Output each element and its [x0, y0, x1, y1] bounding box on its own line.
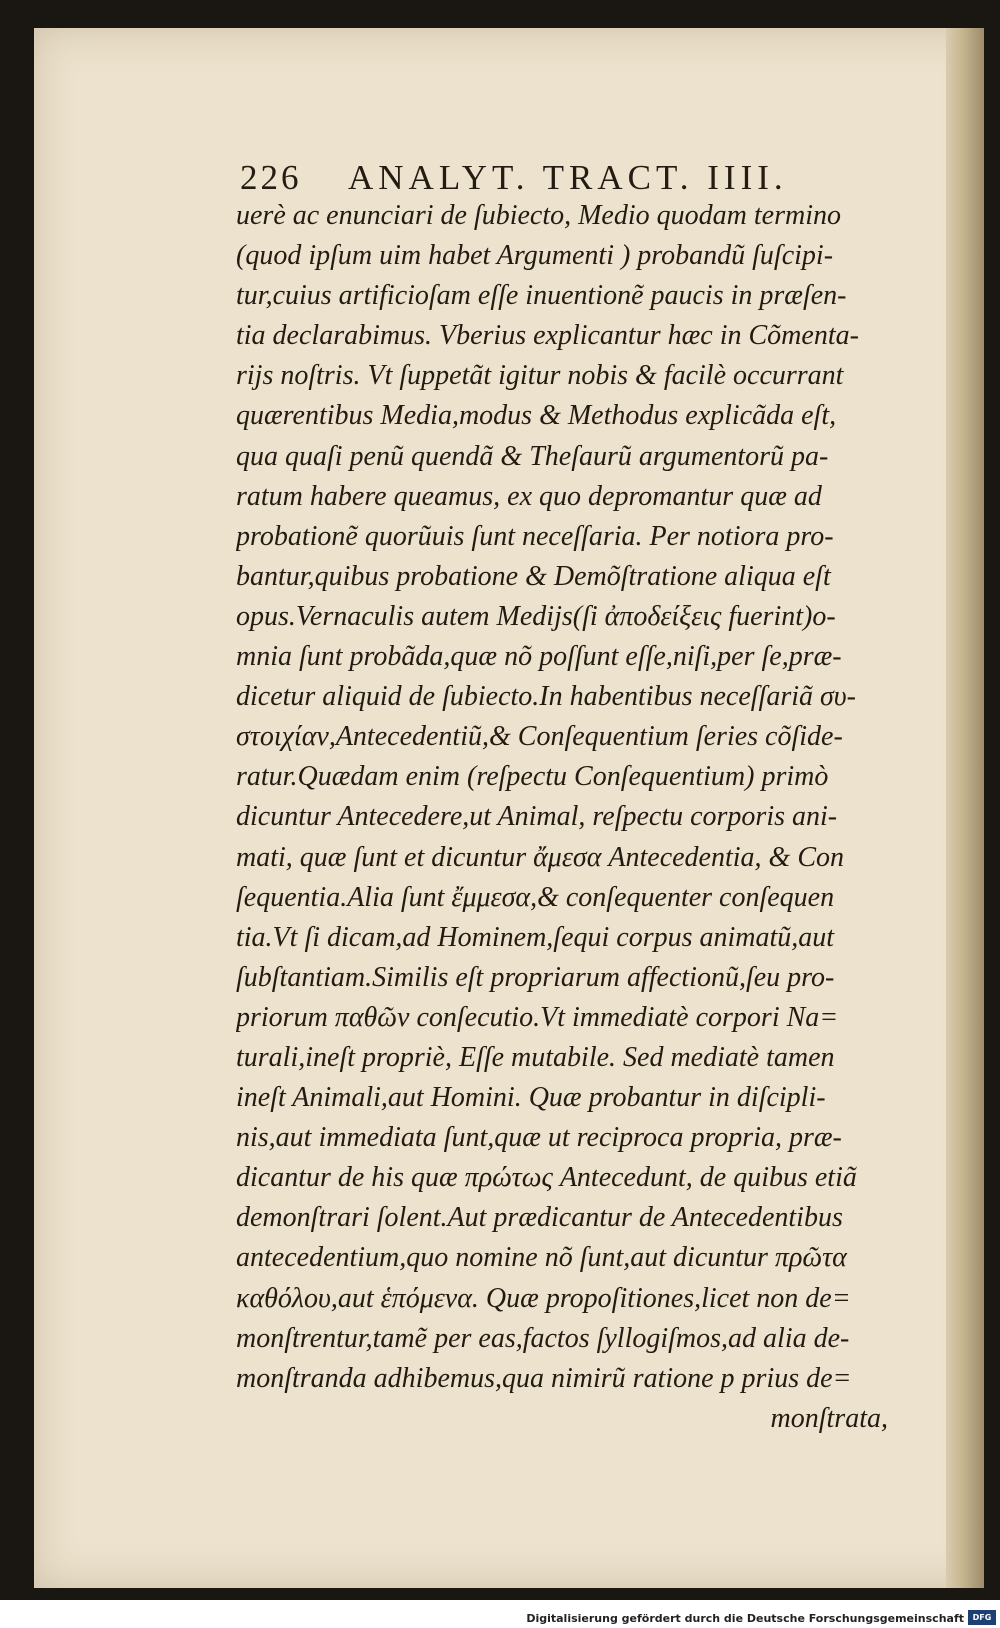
text-line: rijs noſtris. Vt ſuppetãt igitur nobis & facilè occurrant	[236, 360, 844, 392]
text-line: demonſtrari ſolent.Aut prædicantur de Antecedentibus	[236, 1202, 843, 1234]
text-line: bantur,quibus probatione & Demõſtratione aliqua eſt	[236, 560, 831, 592]
text-line: tia declarabimus. Vberius explicantur hæc in Cõmenta-	[236, 320, 859, 352]
dfg-logo: DFG	[968, 1610, 996, 1625]
text-line: ſequentia.Alia ſunt ἔμμεσα,& conſequenter conſequen	[236, 881, 835, 913]
digitization-credit: Digitalisierung gefördert durch die Deutsche Forschungsgemeinschaft	[526, 1612, 964, 1625]
text-line: dicuntur Antecedere,ut Animal, reſpectu corporis ani-	[236, 801, 838, 833]
text-line: mati, quæ ſunt et dicuntur ἄμεσα Antecedentia, & Con	[236, 841, 845, 873]
text-line: dicetur aliquid de ſubiecto.In habentibus neceſſariã συ-	[236, 681, 856, 713]
text-line: antecedentium,quo nomine nõ ſunt,aut dicuntur πρῶτα	[236, 1242, 847, 1274]
text-line: qua quaſi penũ quendã & Theſaurũ argumentorũ pa-	[236, 440, 829, 472]
text-line: monſtrentur,tamẽ per eas,factos ſyllogiſmos,ad alia de-	[236, 1322, 850, 1354]
text-line: καθόλου,aut ἑπόμενα. Quæ propoſitiones,licet non de=	[236, 1282, 851, 1314]
page-header	[240, 158, 890, 198]
text-line: ſubſtantiam.Similis eſt propriarum affectionũ,ſeu pro-	[236, 961, 835, 993]
text-line: priorum παθῶν conſecutio.Vt immediatè corpori Na=	[236, 1001, 839, 1033]
text-line: nis,aut immediata ſunt,quæ ut reciproca propria, præ-	[236, 1122, 842, 1154]
text-line: mnia ſunt probãda,quæ nõ poſſunt eſſe,niſi,per ſe,præ-	[236, 641, 842, 673]
catchword-line: monſtrata,	[770, 1402, 888, 1434]
running-head: ANALYT. TRACT. IIII.	[348, 158, 788, 197]
text-line: turali,ineſt propriè, Eſſe mutabile. Sed mediatè tamen	[236, 1041, 835, 1073]
text-line: στοιχίαν,Antecedentiũ,& Conſequentium ſeries cõſide-	[236, 721, 843, 753]
text-line: ratum habere queamus, ex quo depromantur quæ ad	[236, 480, 822, 512]
page-edge	[946, 28, 984, 1588]
text-line: opus.Vernaculis autem Medijs(ſi ἀποδείξεις fuerint)o-	[236, 600, 836, 632]
text-line: ratur.Quædam enim (reſpectu Conſequentium) primò	[236, 761, 829, 793]
text-line: quærentibus Media,modus & Methodus explicãda eſt,	[236, 400, 837, 432]
text-line: ineſt Animali,aut Homini. Quæ probantur in diſcipli-	[236, 1082, 826, 1114]
text-line: dicantur de his quæ πρώτως Antecedunt, de quibus etiã	[236, 1162, 857, 1194]
text-line: probationẽ quorũuis ſunt neceſſaria. Per notiora pro-	[236, 520, 834, 552]
text-line: uerè ac enunciari de ſubiecto, Medio quodam termino	[236, 200, 841, 231]
text-line: (quod ipſum uim habet Argumenti ) probandũ ſuſcipi-	[236, 240, 834, 272]
page-number: 226	[240, 158, 302, 197]
text-line: tur,cuius artificioſam eſſe inuentionẽ paucis in præſen-	[236, 280, 847, 312]
text-line: tia.Vt ſi dicam,ad Hominem,ſequi corpus animatũ,aut	[236, 921, 835, 953]
text-line: monſtranda adhibemus,qua nimirũ ratione p prius de=	[236, 1362, 852, 1394]
body-text	[236, 196, 888, 1439]
